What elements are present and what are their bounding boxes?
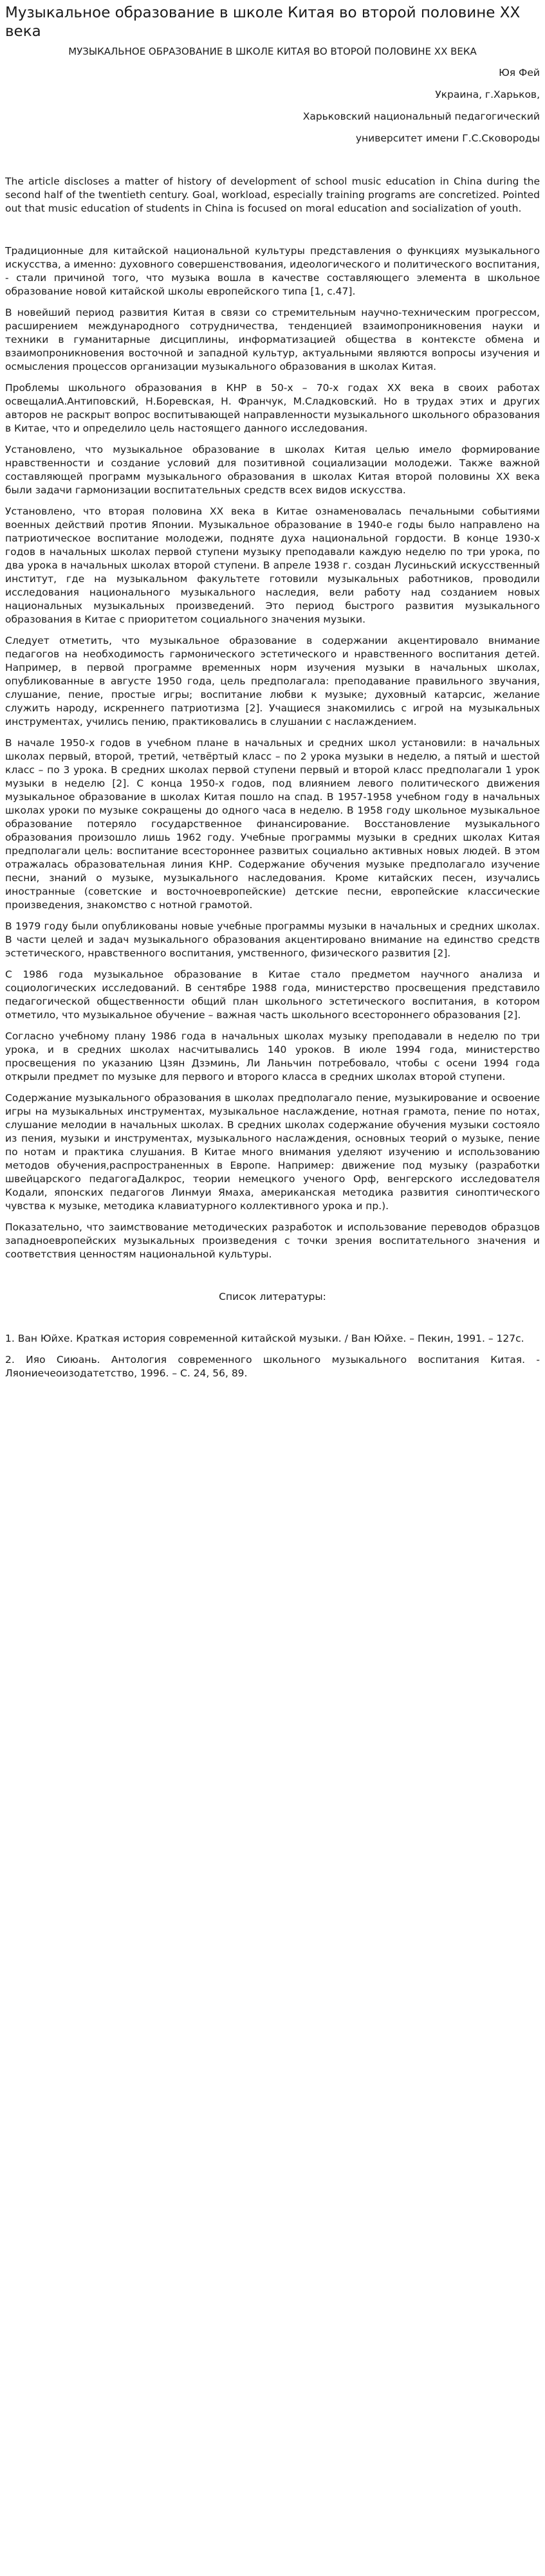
reference-item-1: 1. Ван Юйхе. Краткая история современной китайской музыки. / Ван Юйхе. – Пекин, 1991. – 127с. (5, 1333, 524, 1344)
article-subtitle: МУЗЫКАЛЬНОЕ ОБРАЗОВАНИЕ В ШКОЛЕ КИТАЯ ВО ВТОРОЙ ПОЛОВИНЕ XX ВЕКА (68, 46, 477, 57)
body-paragraph-5: Установлено, что вторая половина XX века в Китае ознаменовалась печальными событиями военных действий против Японии. Музыкальное образование в 1940-е годы было направлено на патриотическое воспитание молодежи, подняте духа национальной гордости. В конце 1930-х годов в начальных школах первой ступени музыку преподавали каждую неделю по три урока, по два урока в начальных школах второй ступени. В апреле 1938 г. создан Лусиньский искусственный институт, где на музыкальном факультете готовили музыкальных работников, проводили исследования национального музыкального наследия, вели работу над созданием новых национальных музыкальных произведений. Это период быстрого развития музыкального образования в Китае с приоритетом социального значения музыки. (5, 506, 540, 625)
author-university-line2: университет имени Г.С.Сковороды (355, 132, 540, 144)
author-university-line1: Харьковский национальный педагогический (302, 111, 540, 122)
body-paragraph-12: Показательно, что заимствование методических разработок и использование переводов образцов западноевропейских музыкальных произведения с точки зрения воспитательного значения и соответствия ценностям национальной культуры. (5, 1221, 540, 1260)
body-paragraph-7: В начале 1950-х годов в учебном плане в начальных и средних школ установили: в начальных школах первый, второй, третий, четвёртый класс – по 2 урока музыки в неделю, а пятый и шестой класс – по 3 урока. В средних школах первой ступени первый и второй класс предполагали 1 урок музыки в неделю [2]. С конца 1950-х годов, под влиянием левого политического движения музыкальное образование в школах Китая пошло на спад. В 1957-1958 учебном году в начальных школах уроки по музыке сокращены до одного часа в неделю. В 1958 году школьное музыкальное образование потеряло государственное финансирование. Восстановление музыкального образования произошло лишь 1962 году. Учебные программы музыки в средних школах Китая предполагали цель: воспитание всестороннее развитых социально активных новых людей. В этом отражалась образовательная линия КНР. Содержание обучения музыке предполагало изучение песни, знаний о музыке, музыкального наследования. Кроме китайских песен, изучались иностранные (советские и восточноевропейские) детские песни, европейские классические произведения, знакомство с нотной грамотой. (5, 737, 540, 911)
spacer (5, 154, 540, 175)
references-title: Список литературы: (219, 1291, 326, 1302)
abstract: The article discloses a matter of history of development of school music education in China during the second half of the twentieth century. Goal, workload, especially training programs are concretized. Pointed out that music education of students in China is focused on moral education and socialization of youth. (5, 176, 540, 214)
spacer (5, 223, 540, 244)
body-paragraph-6: Следует отметить, что музыкальное образование в содержании акцентировало внимание педагогов на необходимость гармонического эстетического и нравственного воспитания детей. Например, в первой программе временных норм изучения музыки в начальных школах, опубликованные в августе 1950 года, цель предполагала: преподавание правильного звучания, слушание, пение, простые игры; воспитание любви к музыке; духовный катарсис, желание служить народу, искреннего патриотизма [2]. Учащиеся знакомились с игрой на музыкальных инструментах, учились пению, практиковались в слушании с наслаждением. (5, 635, 540, 727)
reference-item-2: 2. Ияо Сиюань. Антология современного школьного музыкального воспитания Китая. - Ляониечеоизодатетство, 1996. – С. 24, 56, 89. (5, 1354, 540, 1379)
body-paragraph-8: В 1979 году были опубликованы новые учебные программы музыки в начальных и средних школах. В части целей и задач музыкального образования акцентировано внимание на единство средств эстетического, нравственного воспитания, умственного, физического развития [2]. (5, 920, 540, 959)
author-city: Украина, г.Харьков, (435, 89, 540, 100)
article-title: Музыкальное образование в школе Китая во второй половине XX века (5, 5, 521, 40)
body-paragraph-1: Традиционные для китайской национальной культуры представления о функциях музыкального искусства, а именно: духовного совершенствования, идеологического и политического воспитания, - стали причиной того, что музыка вошла в качестве составляющего элемента в школьное образование новой китайской школы европейского типа [1, с.47]. (5, 245, 540, 297)
body-paragraph-4: Установлено, что музыкальное образование в школах Китая целью имело формирование нравственности и создание условий для позитивной социализации молодежи. Также важной составляющей программ музыкального образования в школах Китая второй половины XX века были задачи гармонизации воспитательных средств всех видов искусства. (5, 444, 540, 496)
spacer (5, 1269, 540, 1290)
author-name: Юя Фей (499, 67, 540, 78)
body-paragraph-11: Содержание музыкального образования в школах предполагало пение, музыкирование и освоение игры на музыкальных инструментах, музыкальное наслаждение, нотная грамота, пение по нотах, слушание мелодии в начальных школах. В средних школах содержание обучения музыки состояло из пения, музыки и инструментах, музыкального наслаждения, основных теорий о музыке, пение по нотам и практика слушания. В Китае много внимания уделяют изучению и использованию методов обучения,распространенных в Европе. Например: движение под музыку (разработки швейцарского педагогаДалкрос, теории немецкого ученого Орф, венгерского исследователя Кодали, японских педагогов Линмуи Ямаха, американская методика развития синоптического чувства к музыке, методика клавиатурного коллективного урока и пр.). (5, 1092, 540, 1212)
body-paragraph-10: Согласно учебному плану 1986 года в начальных школах музыку преподавали в неделю по три урока, и в средних школах насчитывались 140 уроков. В июле 1994 года, министерство просвещения по указанию Цзян Дзэминь, Ли Ланьчин потребовало, чтобы с осени 1994 года открыли предмет по музыке для первого и второго класса в средних школах второй ступени. (5, 1030, 540, 1082)
body-paragraph-9: С 1986 года музыкальное образование в Китае стало предметом научного анализа и социологических исследований. В сентябре 1988 года, министерство просвещения представило педагогической общественности общий план школьного эстетического воспитания, в котором отметило, что музыкальное обучение – важная часть школьного всестороннего образования [2]. (5, 969, 540, 1021)
body-paragraph-3: Проблемы школьного образования в КНР в 50-х – 70-х годах XX века в своих работах освещалиА.Антиповский, Н.Боревская, Н. Франчук, М.Сладковский. Но в трудах этих и других авторов не раскрыт вопрос воспитывающей направленности музыкального школьного образования в Китае, что и определило цель настоящего данного исследования. (5, 382, 540, 434)
body-paragraph-2: В новейший период развития Китая в связи со стремительным научно-техническим прогрессом, расширением международного сотрудничества, тенденцией взаимопроникновения науки и техники в гуманитарные дисциплины, информатизацией общества в контексте обмена и взаимопроникновения восточной и западной культур, актуальными являются вопросы изучения и осмысления процессов организации музыкального образования в школах Китая. (5, 307, 540, 372)
